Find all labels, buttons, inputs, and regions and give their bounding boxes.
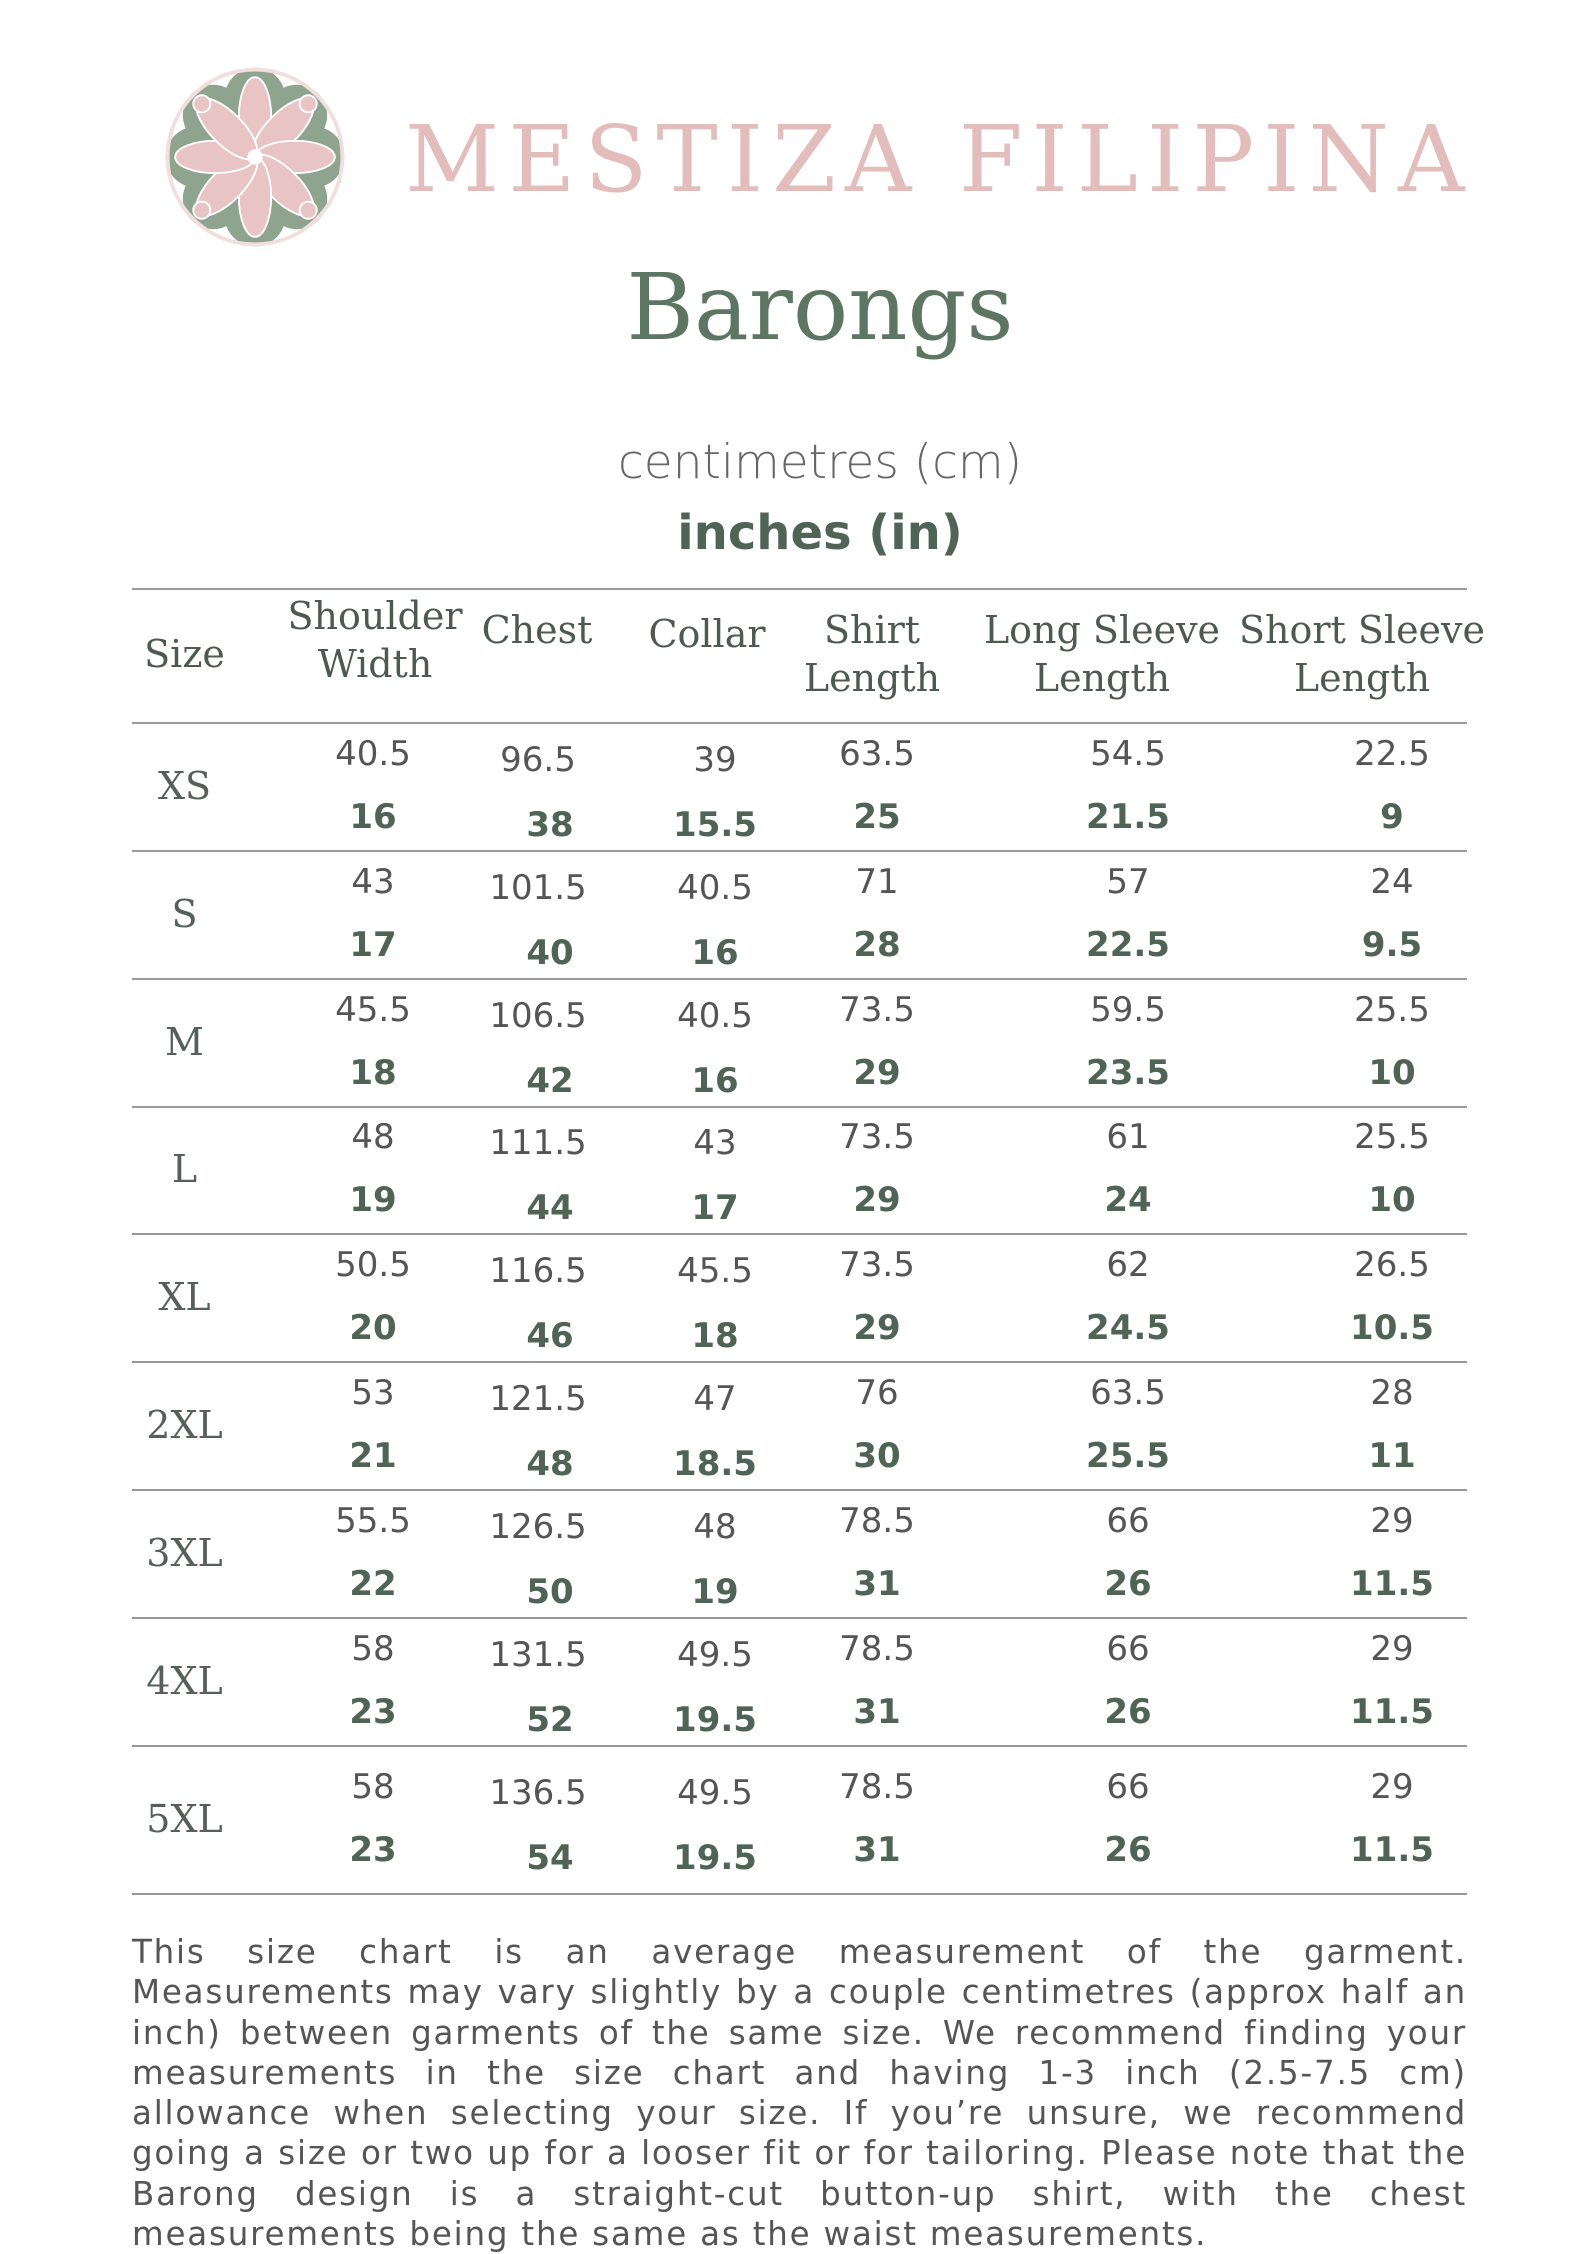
cell-in: 23: [349, 1692, 397, 1732]
cell-in: 25: [853, 797, 901, 837]
brand-header: [160, 62, 1474, 252]
cell-in: 18.5: [673, 1444, 757, 1484]
row-divider: [132, 1489, 1467, 1491]
cell-in: 11: [1368, 1436, 1416, 1476]
cell-cm: 40.5: [677, 868, 753, 908]
cell-cm: 28: [1370, 1373, 1414, 1413]
cell-in: 40: [526, 933, 574, 973]
cell-in: 19: [349, 1180, 397, 1220]
cell-cm: 26.5: [1354, 1245, 1430, 1285]
cell-cm: 39: [693, 740, 737, 780]
size-label: 3XL: [146, 1531, 223, 1575]
cell-cm: 121.5: [489, 1379, 587, 1419]
cell-in: 38: [526, 805, 574, 845]
size-label: 2XL: [146, 1403, 223, 1447]
cell-cm: 45.5: [335, 990, 411, 1030]
header-collar: Collar: [648, 612, 766, 656]
cell-in: 46: [526, 1316, 574, 1356]
cell-cm: 45.5: [677, 1251, 753, 1291]
cell-in: 28: [853, 925, 901, 965]
row-divider: [132, 1617, 1467, 1619]
cell-in: 26: [1104, 1830, 1152, 1870]
cell-cm: 24: [1370, 862, 1414, 902]
cell-cm: 78.5: [839, 1501, 915, 1541]
cell-cm: 57: [1106, 862, 1150, 902]
unit-legend-in: inches (in): [677, 505, 963, 561]
cell-in: 22: [349, 1564, 397, 1604]
cell-in: 18: [691, 1316, 739, 1356]
cell-cm: 126.5: [489, 1507, 587, 1547]
cell-cm: 73.5: [839, 990, 915, 1030]
cell-in: 17: [691, 1188, 739, 1228]
cell-in: 31: [853, 1830, 901, 1870]
cell-cm: 58: [351, 1767, 395, 1807]
cell-cm: 29: [1370, 1629, 1414, 1669]
cell-in: 22.5: [1086, 925, 1170, 965]
flower-mandala-icon: [160, 62, 350, 252]
cell-cm: 48: [693, 1507, 737, 1547]
cell-cm: 63.5: [839, 734, 915, 774]
cell-cm: 55.5: [335, 1501, 411, 1541]
cell-cm: 66: [1106, 1501, 1150, 1541]
cell-cm: 49.5: [677, 1635, 753, 1675]
cell-in: 21: [349, 1436, 397, 1476]
cell-in: 26: [1104, 1564, 1152, 1604]
header-shoulder-width: Shoulder Width: [287, 594, 463, 686]
cell-cm: 62: [1106, 1245, 1150, 1285]
row-divider: [132, 1745, 1467, 1747]
cell-in: 16: [691, 933, 739, 973]
table-header-divider: [132, 722, 1467, 724]
size-label: 5XL: [146, 1797, 223, 1841]
cell-in: 50: [526, 1572, 574, 1612]
cell-cm: 66: [1106, 1767, 1150, 1807]
cell-in: 44: [526, 1188, 574, 1228]
brand-name: MESTIZA FILIPINA: [405, 106, 1474, 213]
cell-cm: 40.5: [677, 996, 753, 1036]
cell-cm: 63.5: [1090, 1373, 1166, 1413]
cell-in: 9: [1380, 797, 1404, 837]
cell-cm: 29: [1370, 1501, 1414, 1541]
cell-in: 31: [853, 1564, 901, 1604]
cell-cm: 78.5: [839, 1767, 915, 1807]
cell-in: 23.5: [1086, 1053, 1170, 1093]
size-label: S: [171, 892, 198, 936]
cell-cm: 58: [351, 1629, 395, 1669]
size-label: XS: [157, 764, 212, 808]
cell-in: 16: [691, 1061, 739, 1101]
header-shirt-length: Shirt Length: [803, 608, 941, 700]
cell-in: 19.5: [673, 1838, 757, 1878]
cell-cm: 54.5: [1090, 734, 1166, 774]
header-chest: Chest: [481, 608, 593, 652]
cell-in: 54: [526, 1838, 574, 1878]
cell-in: 25.5: [1086, 1436, 1170, 1476]
cell-cm: 43: [351, 862, 395, 902]
cell-in: 23: [349, 1830, 397, 1870]
cell-cm: 66: [1106, 1629, 1150, 1669]
cell-in: 11.5: [1350, 1692, 1434, 1732]
cell-in: 29: [853, 1053, 901, 1093]
cell-in: 10: [1368, 1180, 1416, 1220]
cell-in: 29: [853, 1308, 901, 1348]
cell-in: 19: [691, 1572, 739, 1612]
size-label: M: [165, 1020, 204, 1064]
cell-cm: 50.5: [335, 1245, 411, 1285]
cell-in: 16: [349, 797, 397, 837]
table-top-divider: [132, 588, 1467, 590]
row-divider: [132, 850, 1467, 852]
cell-cm: 43: [693, 1123, 737, 1163]
cell-cm: 96.5: [500, 740, 576, 780]
cell-in: 31: [853, 1692, 901, 1732]
size-label: 4XL: [146, 1659, 223, 1703]
header-size: Size: [144, 632, 225, 676]
cell-cm: 53: [351, 1373, 395, 1413]
cell-cm: 47: [693, 1379, 737, 1419]
cell-cm: 76: [855, 1373, 899, 1413]
cell-in: 17: [349, 925, 397, 965]
cell-cm: 111.5: [489, 1123, 587, 1163]
cell-cm: 40.5: [335, 734, 411, 774]
cell-in: 30: [853, 1436, 901, 1476]
row-divider: [132, 978, 1467, 980]
cell-cm: 78.5: [839, 1629, 915, 1669]
size-label: XL: [158, 1275, 211, 1319]
cell-cm: 22.5: [1354, 734, 1430, 774]
unit-legend-cm: centimetres (cm): [617, 435, 1023, 490]
cell-cm: 25.5: [1354, 1117, 1430, 1157]
cell-in: 24: [1104, 1180, 1152, 1220]
cell-cm: 59.5: [1090, 990, 1166, 1030]
cell-in: 11.5: [1350, 1564, 1434, 1604]
cell-cm: 101.5: [489, 868, 587, 908]
cell-in: 26: [1104, 1692, 1152, 1732]
cell-cm: 73.5: [839, 1245, 915, 1285]
cell-cm: 73.5: [839, 1117, 915, 1157]
row-divider: [132, 1893, 1467, 1895]
cell-cm: 116.5: [489, 1251, 587, 1291]
cell-cm: 71: [855, 862, 899, 902]
cell-in: 19.5: [673, 1700, 757, 1740]
cell-in: 10: [1368, 1053, 1416, 1093]
cell-in: 21.5: [1086, 797, 1170, 837]
cell-in: 18: [349, 1053, 397, 1093]
size-label: L: [171, 1147, 198, 1191]
cell-in: 42: [526, 1061, 574, 1101]
cell-in: 29: [853, 1180, 901, 1220]
cell-cm: 61: [1106, 1117, 1150, 1157]
cell-cm: 49.5: [677, 1773, 753, 1813]
size-chart-footnote: This size chart is an average measurement of the garment. Measurements may vary slightly by a couple centimetres (approx half an inch) between garments of the same size. We recommend finding your measurements in the size chart and having 1-3 inch (2.5-7.5 cm) allowance when selecting your size. If you’re unsure, we recommend going a size or two up for a looser fit or for tailoring. Please note that the Barong design is a straight-cut button-up shirt, with the chest measurements being the same as the waist measurements.: [132, 1933, 1467, 2254]
cell-cm: 136.5: [489, 1773, 587, 1813]
cell-in: 15.5: [673, 805, 757, 845]
cell-in: 24.5: [1086, 1308, 1170, 1348]
row-divider: [132, 1233, 1467, 1235]
row-divider: [132, 1361, 1467, 1363]
cell-cm: 25.5: [1354, 990, 1430, 1030]
header-short-sleeve-length: Short Sleeve Length: [1238, 608, 1486, 700]
cell-cm: 131.5: [489, 1635, 587, 1675]
cell-in: 11.5: [1350, 1830, 1434, 1870]
row-divider: [132, 1106, 1467, 1108]
cell-cm: 106.5: [489, 996, 587, 1036]
cell-in: 9.5: [1361, 925, 1423, 965]
header-long-sleeve-length: Long Sleeve Length: [983, 608, 1221, 700]
cell-cm: 48: [351, 1117, 395, 1157]
cell-in: 20: [349, 1308, 397, 1348]
cell-in: 52: [526, 1700, 574, 1740]
cell-in: 48: [526, 1444, 574, 1484]
page-title: Barongs: [626, 254, 1014, 361]
cell-in: 10.5: [1350, 1308, 1434, 1348]
cell-cm: 29: [1370, 1767, 1414, 1807]
